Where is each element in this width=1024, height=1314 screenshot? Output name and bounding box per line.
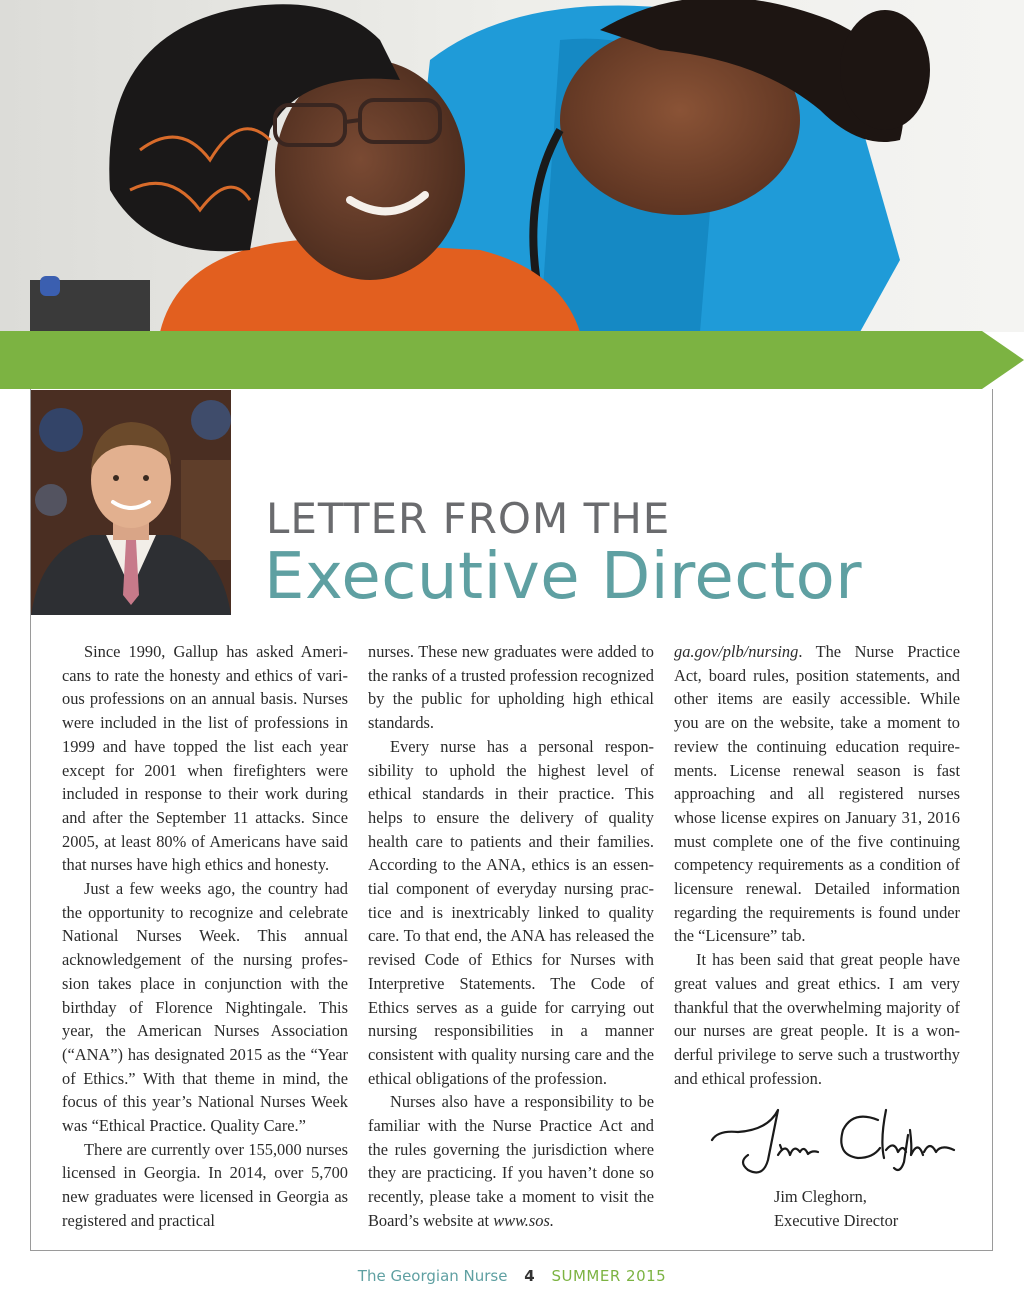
page-title: Executive Director xyxy=(264,540,863,614)
article-column-2 xyxy=(368,640,654,1233)
article-column-1 xyxy=(62,640,348,1233)
paragraph: nurses. These new graduates were added to the ranks of a trusted profession recognized by the public for upholding high ethical standards. xyxy=(368,642,654,733)
footer-issue: SUMMER 2015 xyxy=(551,1267,667,1285)
signatory-name: Jim Cleghorn, xyxy=(774,1187,867,1206)
director-portrait xyxy=(31,390,231,615)
paragraph xyxy=(674,640,960,948)
hero-photo xyxy=(0,0,1024,332)
green-banner-arrow xyxy=(0,331,1024,389)
footer-publication: The Georgian Nurse xyxy=(357,1267,508,1285)
paragraph-text: . The Nurse Practice Act, board rules, position statements, and other items are easily accessible. While you are on the website, take a moment to review the continuing education requirements. License renewal season is fast approaching and all registered nurses whose license expires on January 31, 2016 must complete one of the five continuing competency requirements as a condition of licensure renewal. Detailed information regarding the requirements is found under the “Licensure” tab. xyxy=(674,642,960,946)
heading-line1: LETTER FROM THE xyxy=(266,494,671,543)
signatory-title: Executive Director xyxy=(774,1211,899,1230)
website-link-part1[interactable]: www.sos. xyxy=(493,1210,554,1230)
paragraph-text: Nurses also have a responsibility to be familiar with the Nurse Practice Act and the rules governing the jurisdiction where they are practicing. If you haven’t done so recently, please take a moment to visit the Board’s website at xyxy=(368,1092,654,1230)
footer-page-number: 4 xyxy=(524,1267,535,1285)
paragraph: Every nurse has a personal responsibility to uphold the highest level of ethical standards in their practice. This helps to ensure the delivery of quality health care to patients and their families. According to the ANA, ethics is an essential component of everyday nursing practice and is inextricably linked to quality care. To that end, the ANA has released the revised Code of Ethics for Nurses with Interpretive Statements. The Code of Ethics serves as a guide for carrying out nursing responsibilities in a manner consistent with quality nursing care and the ethical obligations of the profession. xyxy=(368,736,654,1088)
page-footer xyxy=(0,1267,1024,1285)
paragraph: There are currently over 155,000 nurses licensed in Georgia. In 2014, over 5,700 new graduates were licensed in Georgia as registered and practical xyxy=(62,1139,348,1230)
paragraph xyxy=(368,1090,654,1232)
article-column-3 xyxy=(674,640,960,1090)
paragraph: It has been said that great people have great values and great ethics. I am very thankful that the overwhelming majority of our nurses are great people. It is a wonderful privilege to serve such a trustworthy and ethical profession. xyxy=(674,950,960,1088)
paragraph: Just a few weeks ago, the country had the opportunity to recognize and celebrate National Nurses Week. This annual acknowledgement of the nursing profession takes place in conjunction with the birthday of Florence Nightingale. This year, the American Nurses Association (“ANA”) has designated 2015 as the “Year of Ethics.” With that theme in mind, the focus of this year’s National Nurses Week was “Ethical Practice. Quality Care.” xyxy=(62,879,348,1136)
website-link-part2[interactable]: ga.gov/plb/nursing xyxy=(674,642,799,661)
handwritten-signature xyxy=(708,1100,958,1180)
paragraph: Since 1990, Gallup has asked Americans to rate the honesty and ethics of various professions on an annual basis. Nurses were included in the list of professions in 1999 and have topped the list each year except for 2001 when firefighters were included in response to their work during and after the September 11 attacks. Since 2005, at least 80% of Americans have said that nurses have high ethics and honesty. xyxy=(62,642,348,875)
